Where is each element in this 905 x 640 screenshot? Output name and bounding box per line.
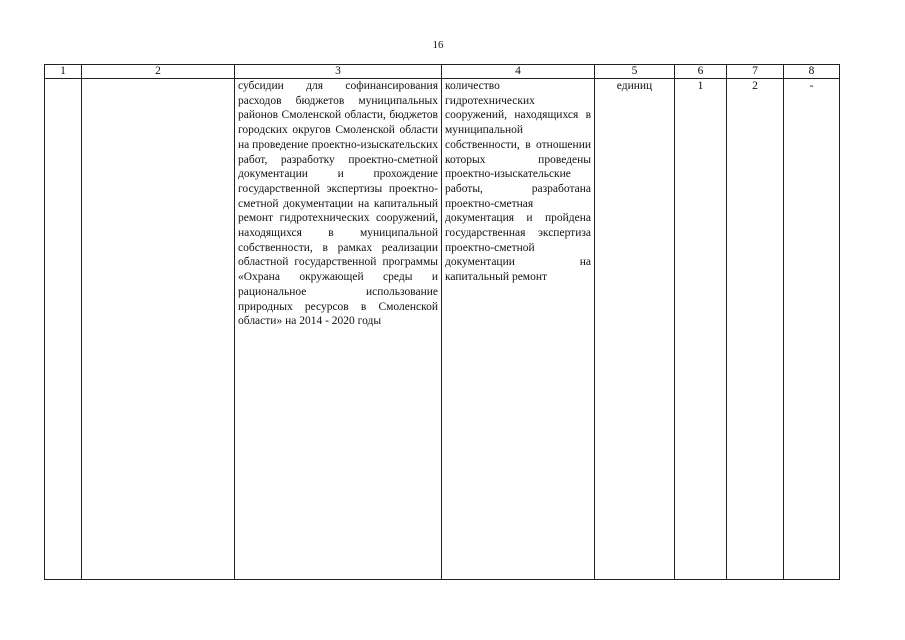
header-col-4: 4: [442, 65, 595, 79]
cell-col-4-text: количество гидротехнических сооружений, находящихся в муниципальной собственности, в отношении которых проведены проектно-изыскательские работы, разработана проектно-сметная документация и пройдена государственная экспертиза проектно-сметной документации на капитальный ремонт: [445, 80, 591, 284]
header-col-7: 7: [727, 65, 784, 79]
document-table: [44, 64, 840, 580]
cell-col-1: [45, 79, 82, 580]
table-header-row: [45, 65, 840, 79]
table-row: [45, 79, 840, 580]
header-col-8: 8: [784, 65, 840, 79]
cell-col-7: 2: [727, 79, 784, 580]
cell-col-5: единиц: [595, 79, 675, 580]
page-number: 16: [432, 39, 444, 51]
cell-col-3-text: субсидии для софинансирования расходов бюджетов муниципальных районов Смоленской области, бюджетов городских округов Смоленской области на проведение проектно-изыскательских работ, разработку проектно-сметной документации и прохождение государственной экспертизы проектно-сметной документации на капитальный ремонт гидротехнических сооружений, находящихся в муниципальной собственности, в рамках реализации областной государственной программы «Охрана окружающей среды и рациональное использование природных ресурсов в Смоленской области» на 2014 - 2020 годы: [238, 80, 438, 328]
cell-col-2: [82, 79, 235, 580]
cell-col-8: -: [784, 79, 840, 580]
header-col-5: 5: [595, 65, 675, 79]
header-col-6: 6: [675, 65, 727, 79]
header-col-3: 3: [235, 65, 442, 79]
cell-col-3: [235, 79, 442, 580]
header-col-1: 1: [45, 65, 82, 79]
cell-col-6: 1: [675, 79, 727, 580]
header-col-2: 2: [82, 65, 235, 79]
cell-col-4: [442, 79, 595, 580]
